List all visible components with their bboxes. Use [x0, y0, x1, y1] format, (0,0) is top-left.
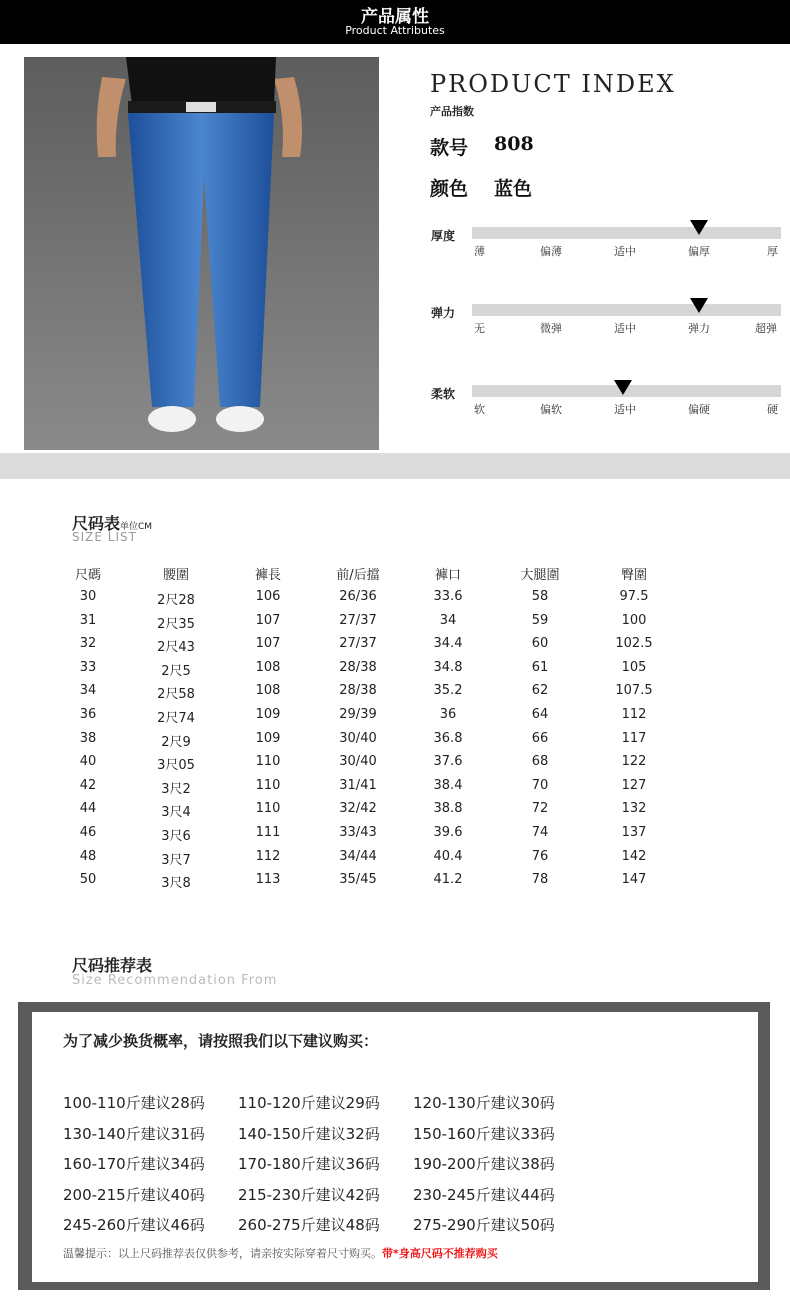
elasticity-bar	[472, 304, 781, 316]
size-table-header: 前/后擋	[336, 568, 380, 583]
thickness-tick: 适中	[614, 245, 636, 258]
size-table-cell: 38.8	[433, 801, 463, 816]
size-table-cell: 105	[621, 660, 647, 675]
size-table-cell: 61	[531, 660, 549, 675]
size-table-cell: 107.5	[615, 683, 653, 698]
size-table-header: 尺碼	[74, 568, 101, 583]
thickness-label: 厚度	[431, 229, 456, 243]
size-table-cell: 30	[79, 589, 97, 604]
size-table-cell: 147	[621, 872, 647, 887]
size-table-header: 臀圍	[620, 568, 647, 583]
size-table-cell: 72	[531, 801, 549, 816]
recommend-item: 100-110斤建议28码	[63, 1094, 205, 1112]
recommend-item: 120-130斤建议30码	[413, 1094, 555, 1112]
size-table-cell: 3尺2	[161, 782, 191, 797]
size-table-cell: 112	[255, 849, 281, 864]
size-table-cell: 64	[531, 707, 549, 722]
size-table-cell: 2尺28	[157, 593, 195, 608]
size-table-cell: 32	[79, 636, 97, 651]
recommend-title: 尺码推荐表	[72, 956, 153, 975]
size-table-header: 褲口	[434, 568, 461, 583]
header-title: 产品属性	[361, 7, 429, 27]
recommend-item: 260-275斤建议48码	[238, 1216, 380, 1234]
header-subtitle: Product Attributes	[345, 24, 445, 37]
size-table-cell: 70	[531, 778, 549, 793]
size-table-cell: 106	[255, 589, 281, 604]
recommend-item: 275-290斤建议50码	[413, 1216, 555, 1234]
recommend-box	[32, 1012, 758, 1282]
recommend-heading: 为了减少换货概率，请按照我们以下建议购买：	[63, 1032, 379, 1050]
size-table-cell: 100	[621, 613, 647, 628]
size-table-cell: 122	[621, 754, 647, 769]
size-table-cell: 62	[531, 683, 549, 698]
thickness-bar	[472, 227, 781, 239]
softness-label: 柔软	[431, 387, 456, 401]
size-table-cell: 29/39	[339, 707, 377, 722]
size-table-cell: 110	[255, 778, 281, 793]
size-table-cell: 2尺9	[161, 735, 191, 750]
elasticity-tick: 适中	[614, 322, 636, 335]
size-table-cell: 27/37	[339, 613, 377, 628]
size-table-cell: 127	[621, 778, 647, 793]
size-table-cell: 110	[255, 754, 281, 769]
size-table-cell: 41.2	[433, 872, 463, 887]
size-table-cell: 112	[621, 707, 647, 722]
recommend-item: 140-150斤建议32码	[238, 1125, 380, 1143]
size-table-cell: 34.4	[433, 636, 463, 651]
size-table-cell: 2尺5	[161, 664, 191, 679]
size-table-cell: 30/40	[339, 731, 377, 746]
softness-tick: 适中	[614, 403, 636, 416]
size-table-cell: 102.5	[615, 636, 653, 651]
style-label: 款号	[430, 137, 469, 159]
size-table-cell: 36	[79, 707, 97, 722]
size-table-cell: 38.4	[433, 778, 463, 793]
size-table-cell: 107	[255, 613, 281, 628]
recommend-item: 130-140斤建议31码	[63, 1125, 205, 1143]
size-table-cell: 33	[79, 660, 97, 675]
size-table-cell: 50	[79, 872, 97, 887]
recommend-item: 190-200斤建议38码	[413, 1155, 555, 1173]
recommend-item: 110-120斤建议29码	[238, 1094, 380, 1112]
product-index-subtitle: 产品指数	[430, 105, 474, 118]
recommend-item: 230-245斤建议44码	[413, 1186, 555, 1204]
size-table-cell: 3尺05	[157, 758, 195, 773]
style-value: 808	[494, 133, 534, 155]
color-value: 蓝色	[494, 178, 533, 200]
size-table-cell: 34/44	[339, 849, 377, 864]
size-table-cell: 108	[255, 660, 281, 675]
size-table-cell: 30/40	[339, 754, 377, 769]
softness-indicator	[614, 380, 632, 395]
size-list-title-text: 尺码表	[72, 514, 121, 533]
size-table-cell: 107	[255, 636, 281, 651]
size-table-header: 大腿圍	[520, 568, 560, 583]
size-table-cell: 28/38	[339, 660, 377, 675]
product-photo	[24, 57, 379, 450]
size-table-cell: 109	[255, 731, 281, 746]
size-table-cell: 33.6	[433, 589, 463, 604]
size-table-cell: 78	[531, 872, 549, 887]
size-table-cell: 34.8	[433, 660, 463, 675]
size-table-cell: 109	[255, 707, 281, 722]
size-table-cell: 28/38	[339, 683, 377, 698]
size-table-cell: 60	[531, 636, 549, 651]
style-row	[430, 133, 534, 160]
size-table-cell: 32/42	[339, 801, 377, 816]
size-table-cell: 40.4	[433, 849, 463, 864]
recommend-item: 170-180斤建议36码	[238, 1155, 380, 1173]
size-table-cell: 142	[621, 849, 647, 864]
size-table-cell: 132	[621, 801, 647, 816]
size-table-cell: 74	[531, 825, 549, 840]
size-table-cell: 66	[531, 731, 549, 746]
size-table-cell: 111	[255, 825, 281, 840]
size-table-cell: 2尺35	[157, 617, 195, 632]
size-list-unit: 单位CM	[120, 522, 153, 532]
size-table-cell: 110	[255, 801, 281, 816]
size-table-cell: 27/37	[339, 636, 377, 651]
size-table-cell: 26/36	[339, 589, 377, 604]
size-table-cell: 3尺4	[161, 805, 191, 820]
size-table-header: 腰圍	[162, 568, 189, 583]
size-table-cell: 36	[439, 707, 457, 722]
size-table-cell: 31	[79, 613, 97, 628]
recommend-item: 150-160斤建议33码	[413, 1125, 555, 1143]
recommend-item: 245-260斤建议46码	[63, 1216, 205, 1234]
elasticity-tick: 无	[474, 322, 485, 335]
size-table-cell: 58	[531, 589, 549, 604]
size-table-cell: 42	[79, 778, 97, 793]
size-table-cell: 97.5	[619, 589, 649, 604]
softness-tick: 偏软	[540, 403, 562, 416]
size-table-cell: 113	[255, 872, 281, 887]
recommend-note-text: 温馨提示：以上尺码推荐表仅供参考，请亲按实际穿着尺寸购买。	[63, 1247, 382, 1260]
size-table-cell: 31/41	[339, 778, 377, 793]
elasticity-tick: 弹力	[688, 322, 710, 335]
elasticity-indicator	[690, 298, 708, 313]
size-table-cell: 117	[621, 731, 647, 746]
size-table-cell: 108	[255, 683, 281, 698]
size-table-cell: 3尺6	[161, 829, 191, 844]
size-table-cell: 3尺8	[161, 876, 191, 891]
size-table-cell: 38	[79, 731, 97, 746]
elasticity-tick: 微弹	[540, 322, 562, 335]
size-table-cell: 137	[621, 825, 647, 840]
recommend-item: 215-230斤建议42码	[238, 1186, 380, 1204]
elasticity-label: 弹力	[431, 306, 456, 320]
size-table-cell: 44	[79, 801, 97, 816]
recommend-item: 200-215斤建议40码	[63, 1186, 205, 1204]
size-table-cell: 76	[531, 849, 549, 864]
size-table-cell: 2尺43	[157, 640, 195, 655]
thickness-tick: 厚	[767, 245, 778, 258]
softness-tick: 硬	[767, 403, 778, 416]
size-table-cell: 34	[79, 683, 97, 698]
size-table-header: 褲長	[254, 568, 281, 583]
recommend-note	[63, 1245, 498, 1261]
recommend-subtitle: Size Recommendation From	[72, 973, 278, 988]
size-table-cell: 2尺58	[157, 687, 195, 702]
size-table-cell: 68	[531, 754, 549, 769]
thickness-tick: 偏厚	[688, 245, 710, 258]
thickness-tick: 薄	[474, 245, 485, 258]
size-table-cell: 36.8	[433, 731, 463, 746]
size-table-cell: 46	[79, 825, 97, 840]
thickness-indicator	[690, 220, 708, 235]
size-table-cell: 37.6	[433, 754, 463, 769]
size-list-subtitle: SIZE LIST	[72, 530, 137, 544]
color-row	[430, 174, 533, 201]
size-table-cell: 3尺7	[161, 853, 191, 868]
recommend-item: 160-170斤建议34码	[63, 1155, 205, 1173]
section-divider	[0, 453, 790, 479]
recommend-note-warning: 带*身高尺码不推荐购买	[382, 1247, 498, 1260]
size-table-cell: 34	[439, 613, 457, 628]
size-table-cell: 59	[531, 613, 549, 628]
size-table-cell: 35/45	[339, 872, 377, 887]
size-table-cell: 39.6	[433, 825, 463, 840]
softness-tick: 偏硬	[688, 403, 710, 416]
color-label: 颜色	[430, 178, 469, 200]
size-table-cell: 33/43	[339, 825, 377, 840]
product-index-title: PRODUCT INDEX	[430, 70, 676, 98]
thickness-tick: 偏薄	[540, 245, 562, 258]
size-table-cell: 35.2	[433, 683, 463, 698]
elasticity-tick: 超弹	[755, 322, 777, 335]
softness-tick: 软	[474, 403, 485, 416]
size-table-cell: 48	[79, 849, 97, 864]
size-table-cell: 2尺74	[157, 711, 195, 726]
size-table-cell: 40	[79, 754, 97, 769]
